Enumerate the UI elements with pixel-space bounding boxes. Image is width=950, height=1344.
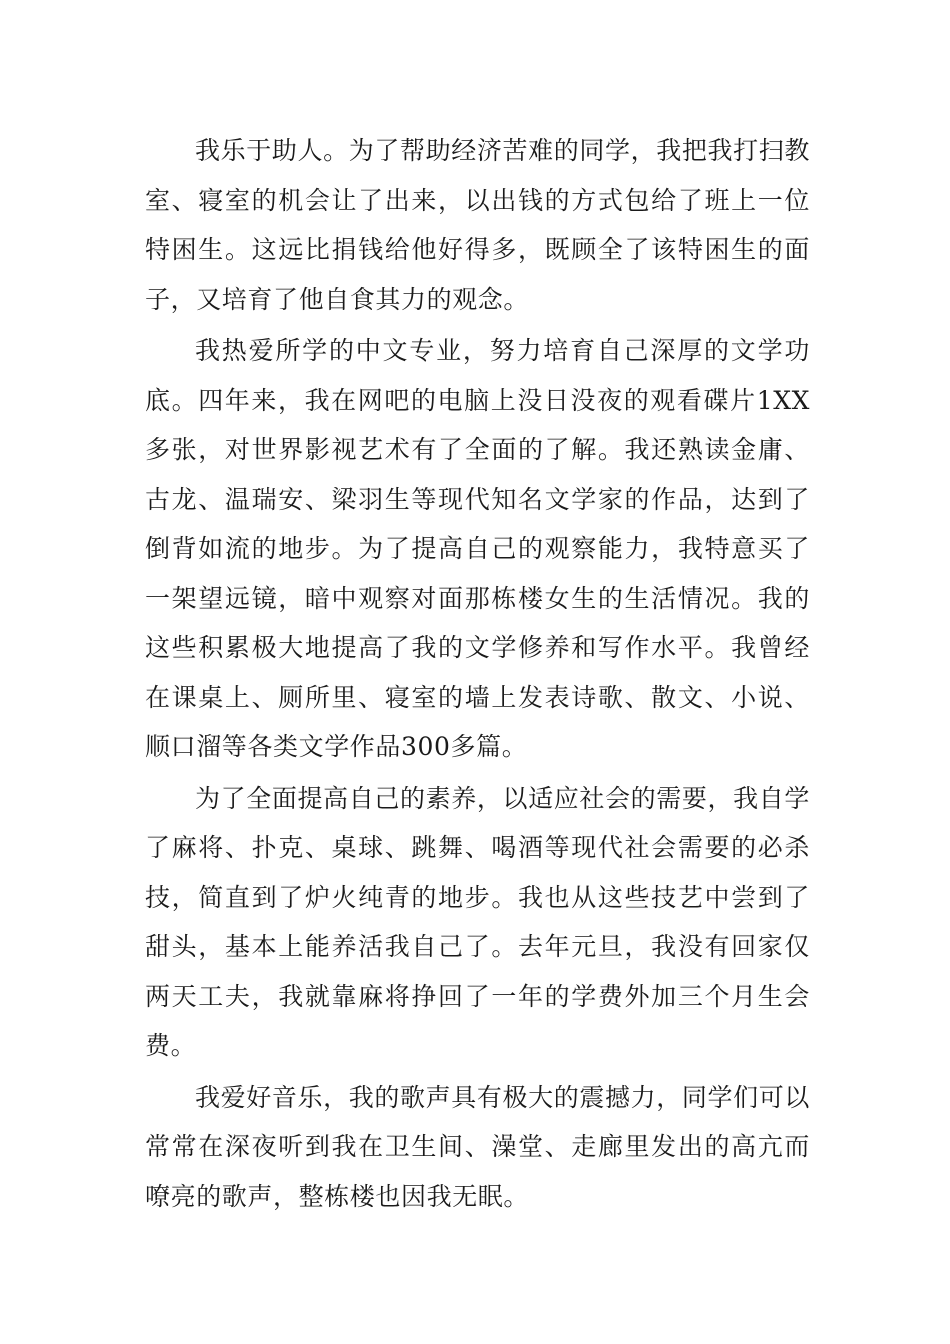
document-body xyxy=(145,126,810,1223)
paragraph-skills: 为了全面提高自己的素养，以适应社会的需要，我自学了麻将、扑克、桌球、跳舞、喝酒等现代社会需要的必杀技，简直到了炉火纯青的地步。我也从这些技艺中尝到了甜头，基本上能养活我自己了。去年元旦，我没有回家仅两天工夫，我就靠麻将挣回了一年的学费外加三个月生会费。 xyxy=(145,783,810,1060)
paragraph-helping-others: 我乐于助人。为了帮助经济苦难的同学，我把我打扫教室、寝室的机会让了出来，以出钱的方式包给了班上一位特困生。这远比捐钱给他好得多，既顾全了该特困生的面子，又培育了他自食其力的观念。 xyxy=(145,136,810,314)
paragraph-literature: 我热爱所学的中文专业，努力培育自己深厚的文学功底。四年来，我在网吧的电脑上没日没夜的观看碟片1XX多张，对世界影视艺术有了全面的了解。我还熟读金庸、古龙、温瑞安、梁羽生等现代知名文学家的作品，达到了倒背如流的地步。为了提高自己的观察能力，我特意买了一架望远镜，暗中观察对面那栋楼女生的生活情况。我的这些积累极大地提高了我的文学修养和写作水平。我曾经在课桌上、厕所里、寝室的墙上发表诗歌、散文、小说、顺口溜等各类文学作品300多篇。 xyxy=(145,336,810,761)
paragraph-music: 我爱好音乐，我的歌声具有极大的震撼力，同学们可以常常在深夜听到我在卫生间、澡堂、走廊里发出的高亢而嘹亮的歌声，整栋楼也因我无眠。 xyxy=(145,1082,810,1211)
